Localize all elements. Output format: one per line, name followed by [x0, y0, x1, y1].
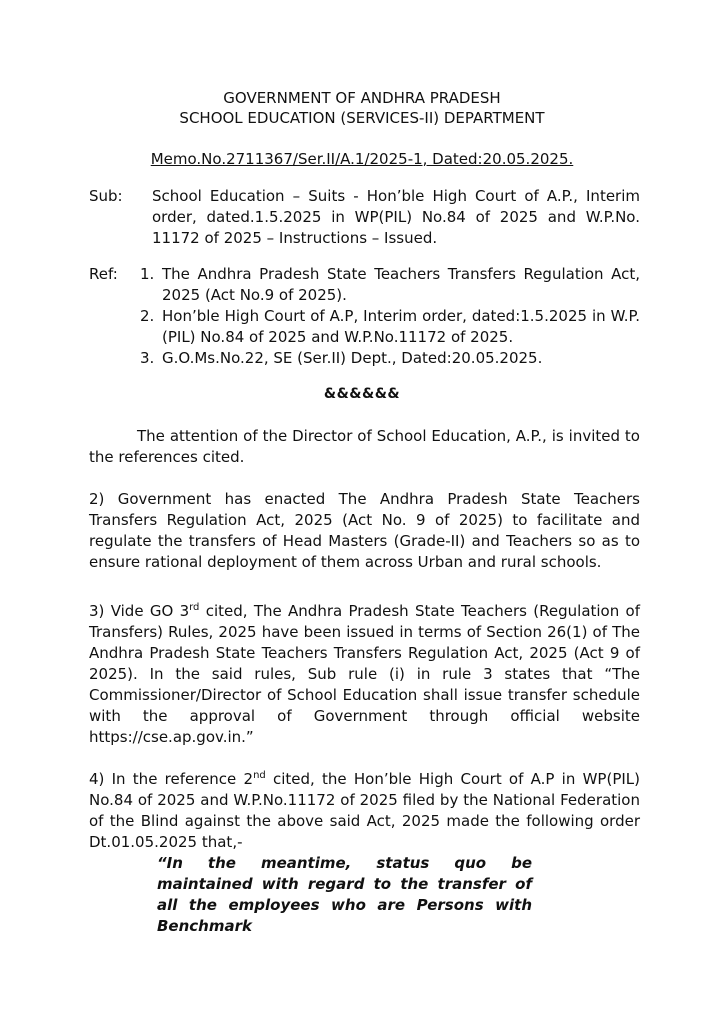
ordinal-superscript: nd [253, 770, 266, 781]
reference-item [140, 348, 640, 369]
subject-text: School Education – Suits - Hon’ble High Court of A.P., Interim order, dated.1.5.2025 in WP(PIL) No.84 of 2025 and W.P.No. 11172 of 2025 – Instructions – Issued. [152, 187, 640, 247]
paragraph-3-rest: cited, The Andhra Pradesh State Teachers (Regulation of Transfers) Rules, 2025 have been issued in terms of Section 26(1) of The Andhra Pradesh State Teachers Transfers Regulation Act, 2025 (Act 9 of 2025). In the said rules, Sub rule (i) in rule 3 states that “The Commissioner/Director of School Education shall issue transfer schedule with the approval of Government through official website https://cse.ap.gov.in.” [89, 602, 640, 746]
reference-number: 2. [140, 307, 155, 325]
section-separator: &&&&&& [323, 386, 401, 402]
reference-text: G.O.Ms.No.22, SE (Ser.II) Dept., Dated:20.05.2025. [162, 349, 543, 367]
subject-label: Sub: [89, 187, 123, 205]
department-header-line2: SCHOOL EDUCATION (SERVICES-II) DEPARTMENT [179, 109, 545, 127]
ordinal-superscript: rd [189, 602, 200, 613]
paragraph-4-start: 4) In the reference 2 [89, 770, 254, 788]
paragraph-4 [89, 769, 640, 853]
paragraph-3 [89, 601, 640, 748]
references-list [140, 264, 640, 369]
paragraph-1: The attention of the Director of School Education, A.P., is invited to the references cited. [89, 427, 640, 466]
reference-text: The Andhra Pradesh State Teachers Transfers Regulation Act, 2025 (Act No.9 of 2025). [162, 265, 640, 304]
reference-number: 1. [140, 265, 155, 283]
reference-item [140, 264, 640, 306]
reference-text: Hon’ble High Court of A.P, Interim order, dated:1.5.2025 in W.P.(PIL) No.84 of 2025 and W.P.No.11172 of 2025. [162, 307, 640, 346]
paragraph-4-rest: cited, the Hon’ble High Court of A.P in WP(PIL) No.84 of 2025 and W.P.No.11172 of 2025 filed by the National Federation of the Blind against the above said Act, 2025 made the following order Dt.01.05.2025 that,- [89, 770, 640, 851]
paragraph-3-start: 3) Vide GO 3 [89, 602, 190, 620]
department-header-line1: GOVERNMENT OF ANDHRA PRADESH [223, 89, 501, 107]
reference-number: 3. [140, 349, 155, 367]
references-label: Ref: [89, 265, 118, 283]
memo-number: Memo.No.2711367/Ser.II/A.1/2025-1, Dated:20.05.2025. [150, 150, 574, 168]
court-order-quote: “In the meantime, status quo be maintained with regard to the transfer of all the employees who are Persons with Benchmark [157, 854, 532, 935]
paragraph-2: 2) Government has enacted The Andhra Pradesh State Teachers Transfers Regulation Act, 2025 (Act No. 9 of 2025) to facilitate and regulate the transfers of Head Masters (Grade-II) and Teachers so as to ensure rational deployment of them across Urban and rural schools. [89, 490, 640, 571]
reference-item [140, 306, 640, 348]
